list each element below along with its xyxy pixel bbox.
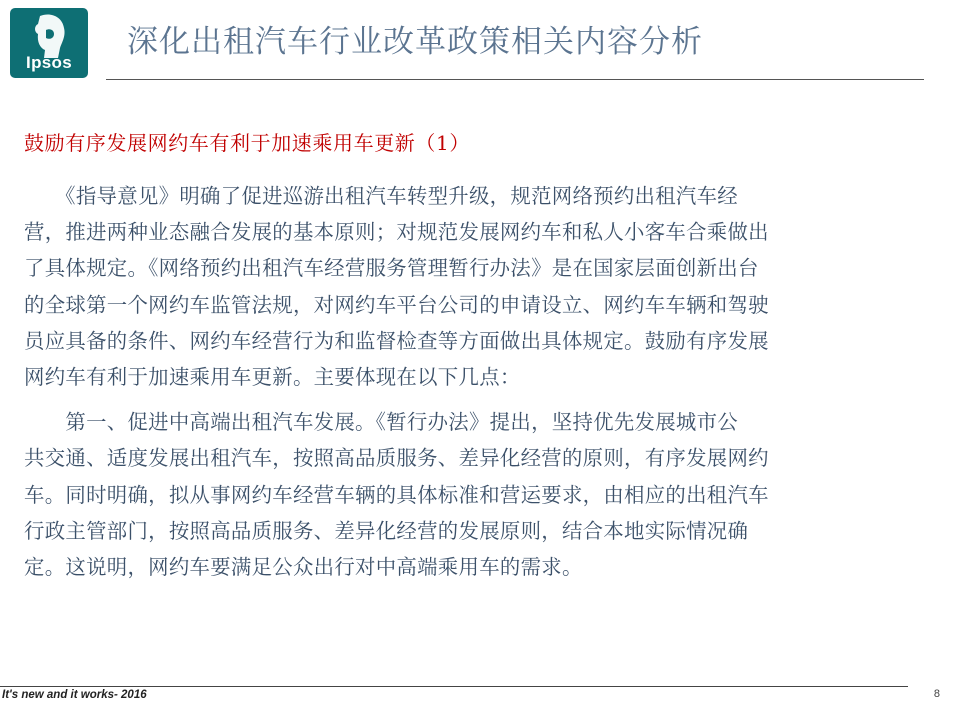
logo-text: Ipsos xyxy=(26,53,72,72)
text-line: 营，推进两种业态融合发展的基本原则；对规范发展网约车和私人小客车合乘做出 xyxy=(24,220,769,245)
text-line: 网约车有利于加速乘用车更新。主要体现在以下几点： xyxy=(24,364,521,389)
footer-divider xyxy=(0,686,908,687)
page-number: 8 xyxy=(933,688,940,700)
text-line: 共交通、适度发展出租汽车，按照高品质服务、差异化经营的原则，有序发展网约 xyxy=(24,446,769,471)
text-line: 了具体规定。《网络预约出租汽车经营服务管理暂行办法》是在国家层面创新出台 xyxy=(24,256,759,281)
text-line: 第一、促进中高端出租汽车发展。《暂行办法》提出，坚持优先发展城市公 xyxy=(24,410,738,435)
text-line: 员应具备的条件、网约车经营行为和监督检查等方面做出具体规定。鼓励有序发展 xyxy=(24,328,769,353)
slide-title: 深化出租汽车行业改革政策相关内容分析 xyxy=(127,24,703,60)
text-line: 车。同时明确，拟从事网约车经营车辆的具体标准和营运要求，由相应的出租汽车 xyxy=(24,482,769,507)
footer-tagline: It's new and it works- 2016 xyxy=(2,689,147,701)
text-line: 行政主管部门，按照高品质服务、差异化经营的发展原则，结合本地实际情况确 xyxy=(24,518,749,543)
title-divider xyxy=(106,79,924,80)
paragraph-1 xyxy=(24,178,944,395)
paragraph-2 xyxy=(24,404,944,585)
section-heading: 鼓励有序发展网约车有利于加速乘用车更新（1） xyxy=(24,131,470,155)
text-line: 的全球第一个网约车监管法规，对网约车平台公司的申请设立、网约车车辆和驾驶 xyxy=(24,292,769,317)
ipsos-logo xyxy=(10,8,88,78)
text-line: 定。这说明，网约车要满足公众出行对中高端乘用车的需求。 xyxy=(24,554,583,579)
body-text xyxy=(24,178,944,585)
text-line: 《指导意见》明确了促进巡游出租汽车转型升级，规范网络预约出租汽车经 xyxy=(24,184,738,208)
